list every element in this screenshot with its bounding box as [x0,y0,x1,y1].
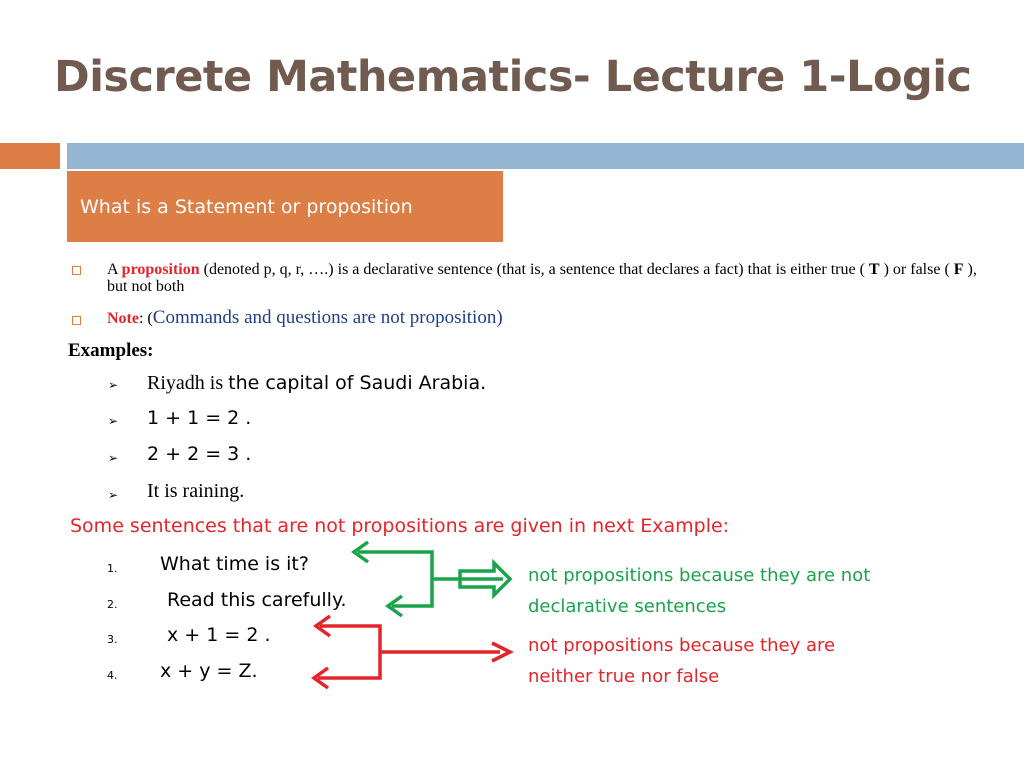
definition-text-end: ), but not both [107,261,977,295]
false-symbol: F [953,261,964,278]
note-text: Commands and questions are not proposition) [152,307,503,328]
list-number: 2. [107,598,118,611]
example-text: the capital of Saudi Arabia. [228,372,487,394]
examples-heading: Examples: [68,340,154,361]
arrow-bullet-icon: ➢ [108,378,119,392]
list-number: 3. [107,633,118,646]
arrow-bullet-icon: ➢ [108,414,119,428]
example-lead: Riyadh is [147,372,229,394]
definition-text-middle: ) or false ( [879,261,954,278]
proposition-keyword: proposition [121,261,200,278]
green-note-line: not propositions because they are not [528,565,871,586]
green-note [528,560,928,622]
green-note-line: declarative sentences [528,596,727,617]
true-symbol: T [868,261,880,278]
red-note [528,630,928,692]
example-item: 2 + 2 = 3 . [147,443,252,465]
non-proposition-item: x + y = Z. [160,660,258,682]
definition-prefix: A [107,261,122,278]
definition-text: (denoted p, q, r, ….) is a declarative sentence (that is, a sentence that declares a fact) that is either true ( [199,261,869,278]
red-note-line: neither true nor false [528,666,720,687]
red-bracket-arrow-icon [314,616,510,688]
note-label: Note [107,310,139,327]
arrow-bullet-icon: ➢ [108,451,119,465]
note-colon: : ( [138,310,153,327]
list-number: 1. [107,562,118,575]
section-header-text: What is a Statement or proposition [80,196,413,218]
example-item: It is raining. [147,480,245,502]
non-proposition-intro: Some sentences that are not propositions are given in next Example: [70,515,730,537]
arrow-bullet-icon: ➢ [108,488,119,502]
non-proposition-item: What time is it? [160,553,309,575]
example-item: 1 + 1 = 2 . [147,407,252,429]
non-proposition-item: x + 1 = 2 . [167,624,271,646]
list-number: 4. [107,669,118,682]
slide-title: Discrete Mathematics- Lecture 1-Logic [54,52,972,102]
red-note-line: not propositions because they are [528,635,836,656]
non-proposition-item: Read this carefully. [167,589,347,611]
green-bracket-arrow-icon [354,542,503,616]
